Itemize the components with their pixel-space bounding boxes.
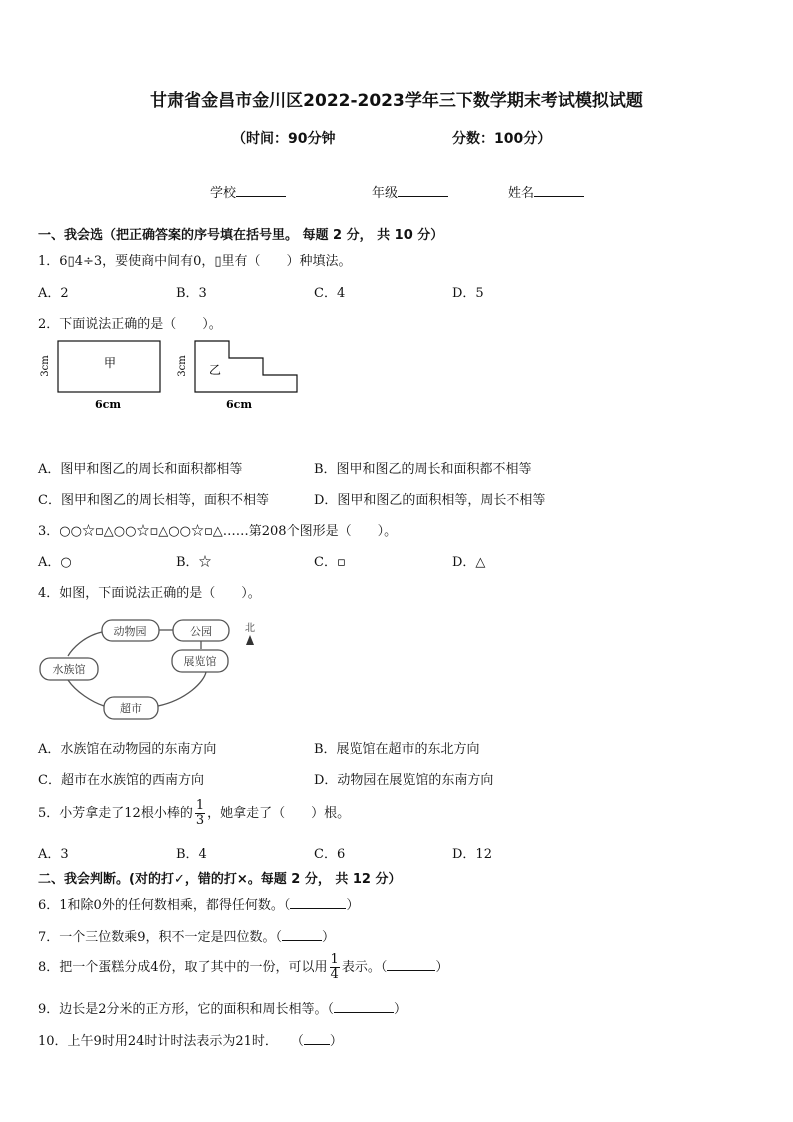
question-3: 3．○○☆▫△○○☆▫△○○☆▫△……第208个图形是（ ）。 — [38, 524, 398, 539]
q10-answer-blank[interactable] — [304, 1032, 330, 1045]
q4-option-a[interactable]: A．水族馆在动物园的东南方向 — [38, 742, 217, 757]
q4-map — [36, 614, 266, 724]
question-4: 4．如图，下面说法正确的是（ ）。 — [38, 586, 261, 601]
q6-answer-blank[interactable] — [290, 896, 346, 909]
grade-field — [372, 182, 448, 201]
q7-close: ） — [322, 930, 336, 945]
q2-option-b[interactable]: B．图甲和图乙的周长和面积都不相等 — [314, 462, 532, 477]
q5-option-c[interactable]: C．6 — [314, 847, 346, 862]
question-6 — [38, 894, 359, 913]
q5-option-d[interactable]: D．12 — [452, 847, 492, 862]
q5-fraction-numerator: 1 — [195, 798, 205, 813]
q5-stem-after: ，她拿走了（ ）根。 — [207, 806, 351, 821]
q4-option-c[interactable]: C．超市在水族馆的西南方向 — [38, 773, 204, 788]
figure-yi-height: 3cm — [177, 355, 188, 377]
question-5 — [38, 799, 350, 828]
figure-jia-label: 甲 — [104, 356, 117, 370]
q10-text: 10．上午9时用24时计时法表示为21时． （ — [38, 1034, 304, 1049]
q9-close: ） — [394, 1002, 408, 1017]
q8-close: ） — [435, 960, 449, 975]
school-field — [210, 182, 286, 201]
q8-fraction-numerator: 1 — [330, 952, 339, 967]
north-arrow-icon — [246, 635, 254, 645]
q1-option-d[interactable]: D．5 — [452, 286, 484, 301]
figure-jia-height: 3cm — [40, 355, 51, 377]
exam-time: （时间：90分钟 — [232, 131, 336, 147]
q5-option-a[interactable]: A．3 — [38, 847, 69, 862]
q1-option-c[interactable]: C．4 — [314, 286, 346, 301]
q10-close: ） — [329, 1034, 343, 1049]
q1-option-a[interactable]: A．2 — [38, 286, 69, 301]
map-zoo: 动物园 — [113, 625, 147, 638]
question-9 — [38, 998, 407, 1017]
section-2-heading: 二、我会判断。(对的打✓，错的打×。每题 2 分， 共 12 分） — [38, 872, 402, 887]
q7-answer-blank[interactable] — [282, 928, 322, 941]
grade-label: 年级 — [372, 186, 399, 201]
q2-option-c[interactable]: C．图甲和图乙的周长相等，面积不相等 — [38, 493, 269, 508]
q4-option-b[interactable]: B．展览馆在超市的东北方向 — [314, 742, 480, 757]
question-1: 1．6▯4÷3，要使商中间有0，▯里有（ ）种填法。 — [38, 254, 352, 269]
q8-answer-blank[interactable] — [387, 958, 435, 971]
page-title: 甘肃省金昌市金川区2022-2023学年三下数学期末考试模拟试题 — [150, 91, 643, 111]
question-7 — [38, 926, 335, 945]
q9-answer-blank[interactable] — [334, 1000, 394, 1013]
q3-option-a[interactable]: A．○ — [38, 555, 72, 570]
map-north-label: 北 — [245, 623, 255, 634]
q5-fraction-denominator: 3 — [195, 813, 205, 828]
q8-text-before: 8．把一个蛋糕分成4份，取了其中的一份，可以用 — [38, 960, 328, 975]
school-blank[interactable] — [236, 184, 286, 197]
q7-text: 7．一个三位数乘9，积不一定是四位数。（ — [38, 930, 283, 945]
q6-close: ） — [346, 898, 360, 913]
map-park: 公园 — [190, 625, 212, 638]
name-label: 姓名 — [508, 186, 535, 201]
section-1-heading: 一、我会选（把正确答案的序号填在括号里。 每题 2 分， 共 10 分） — [38, 228, 444, 243]
q3-option-c[interactable]: C．▫ — [314, 555, 346, 570]
q5-option-b[interactable]: B．4 — [176, 847, 207, 862]
q1-option-b[interactable]: B．3 — [176, 286, 207, 301]
school-label: 学校 — [210, 186, 237, 201]
grade-blank[interactable] — [398, 184, 448, 197]
q2-option-d[interactable]: D．图甲和图乙的面积相等，周长不相等 — [314, 493, 546, 508]
map-aquarium: 水族馆 — [52, 663, 86, 676]
q3-option-b[interactable]: B．☆ — [176, 555, 212, 570]
name-field — [508, 182, 584, 201]
q9-text: 9．边长是2分米的正方形，它的面积和周长相等。（ — [38, 1002, 335, 1017]
q6-text: 6．1和除0外的任何数相乘，都得任何数。（ — [38, 898, 291, 913]
question-2: 2．下面说法正确的是（ ）。 — [38, 317, 222, 332]
figure-yi-width: 6cm — [226, 398, 252, 411]
q8-fraction — [330, 953, 340, 982]
question-8 — [38, 953, 448, 982]
map-market: 超市 — [120, 702, 142, 715]
map-exhibition: 展览馆 — [183, 655, 217, 668]
name-blank[interactable] — [534, 184, 584, 197]
figure-jia-width: 6cm — [95, 398, 121, 411]
q3-option-d[interactable]: D．△ — [452, 555, 486, 570]
q8-text-after: 表示。（ — [341, 960, 388, 975]
q5-fraction — [195, 799, 205, 828]
q2-figure — [34, 336, 314, 416]
question-10 — [38, 1030, 343, 1049]
exam-score: 分数：100分） — [452, 131, 552, 147]
q4-option-d[interactable]: D．动物园在展览馆的东南方向 — [314, 773, 494, 788]
q8-fraction-denominator: 4 — [330, 967, 339, 982]
q2-option-a[interactable]: A．图甲和图乙的周长和面积都相等 — [38, 462, 243, 477]
q5-stem-before: 5．小芳拿走了12根小棒的 — [38, 806, 193, 821]
figure-yi-label: 乙 — [209, 363, 222, 377]
